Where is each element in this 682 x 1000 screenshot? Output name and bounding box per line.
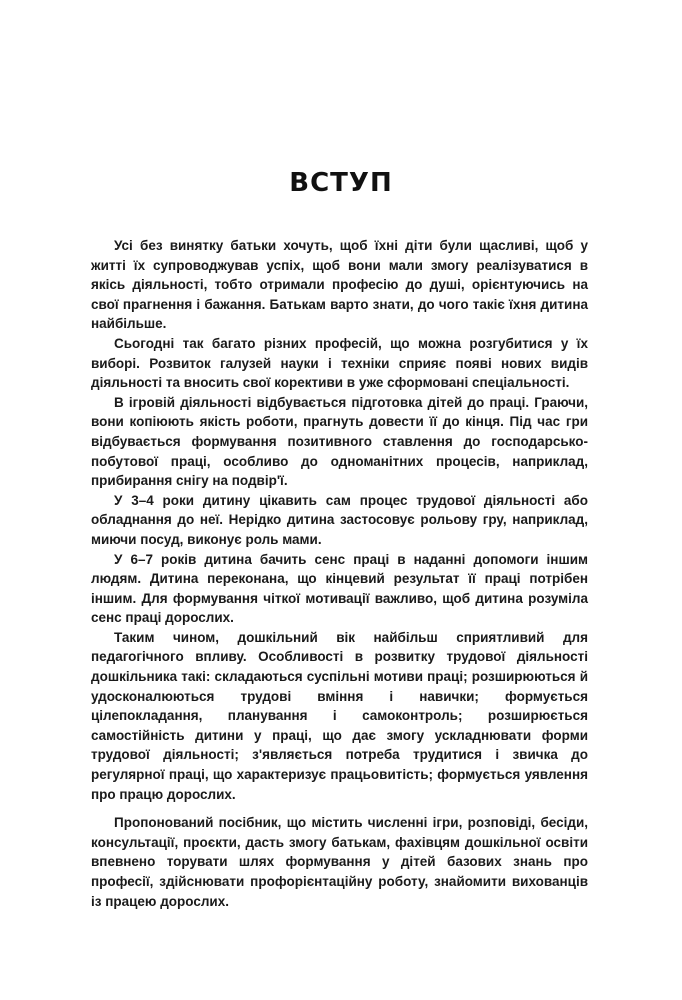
paragraph-6: Таким чином, дошкільний вік найбільш сприятливий для педагогічного впливу. Особливості в розвитку трудової діяльності дошкільника такі: складаються суспільні мотиви праці; розширюються й удосконалюються трудові вміння і навички; формується цілепокладання, планування і самоконтроль; розширюється самостійність дитини у праці, що дає змогу ускладнювати форми трудової діяльності; з'являється потреба трудитися і звичка до регулярної праці, що характеризує працьовитість; формується уявлення про працю дорослих.: [91, 629, 588, 802]
body-text: [91, 236, 588, 911]
paragraph-2: Сьогодні так багато різних професій, що можна розгубитися у їх виборі. Розвиток галузей науки і техніки сприяє появі нових видів діяльності та вносить свої корективи в уже сформовані спеціальності.: [91, 335, 588, 391]
paragraph-7: Пропонований посібник, що містить численні ігри, розповіді, бесіди, консультації, проєкти, дасть змогу батькам, фахівцям дошкільної освіти впевнено торувати шлях формування у дітей базових знань про професії, здійснювати профорієнтаційну роботу, знайомити вихованців із працею дорослих.: [91, 815, 588, 909]
paragraph-1: Усі без винятку батьки хочуть, щоб їхні діти були щасливі, щоб у житті їх супроводжував успіх, щоб вони мали змогу реалізуватися в якісь діяльності, тобто отримали професію до душі, орієнтуючись на свої прагнення і бажання. Батькам варто знати, до чого такіє їхня дитина найбільше.: [91, 238, 588, 332]
paragraph-5: У 6–7 років дитина бачить сенс праці в наданні допомоги іншим людям. Дитина переконана, що кінцевий результат її праці потрібен іншим. Для формування чіткої мотивації важливо, щоб дитина розуміла сенс праці дорослих.: [91, 551, 588, 626]
paragraph-4: У 3–4 роки дитину цікавить сам процес трудової діяльності або обладнання до неї. Нерідко дитина застосовує рольову гру, наприклад, миючи посуд, виконує роль мами.: [91, 492, 588, 547]
paragraph-3: В ігровій діяльності відбувається підготовка дітей до праці. Граючи, вони копіюють якість роботи, прагнуть довести її до кінця. Під час гри відбувається формування позитивного ставлення до господарсько-побутової праці, особливо до одноманітних процесів, наприклад, прибирання снігу на подвір'ї.: [91, 394, 588, 489]
page-title: ВСТУП: [289, 168, 393, 198]
